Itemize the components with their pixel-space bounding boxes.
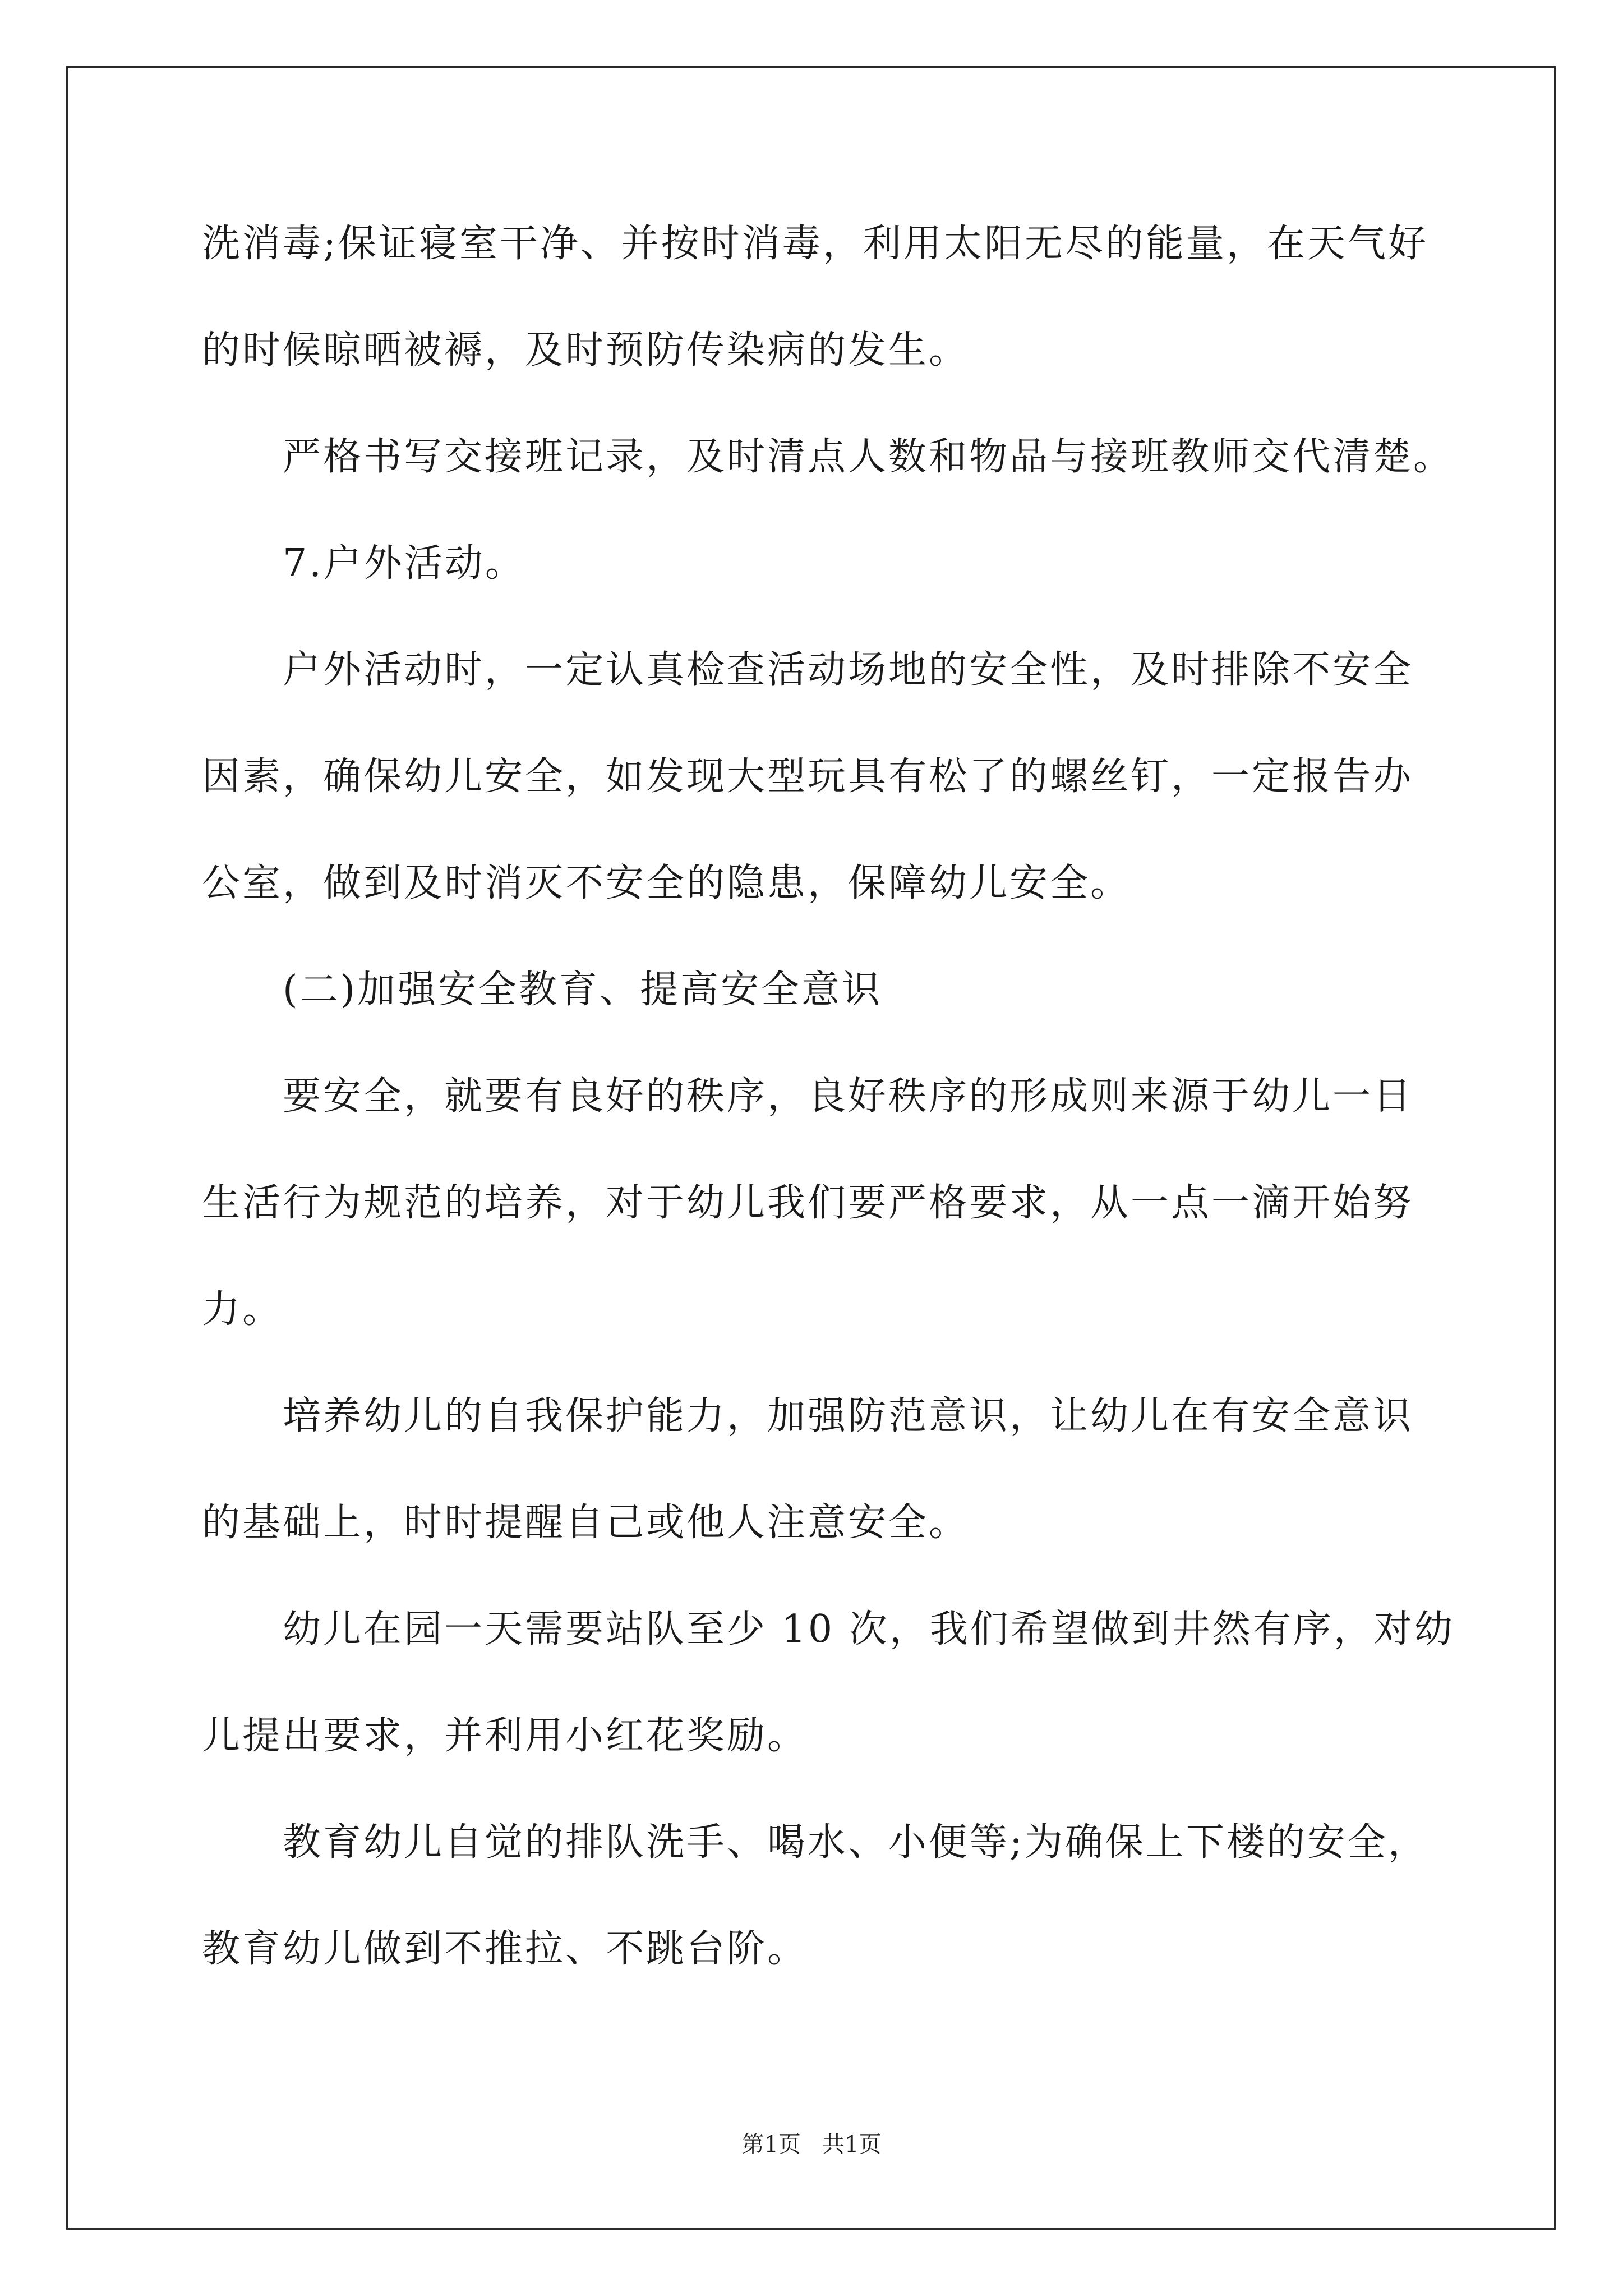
paragraph-line: 的基础上，时时提醒自己或他人注意安全。 [202, 1501, 970, 1545]
paragraph-line: 严格书写交接班记录，及时清点人数和物品与接班教师交代清楚。 [283, 435, 1454, 479]
section-heading: 7.户外活动。 [283, 541, 525, 586]
paragraph-line: 的时候晾晒被褥，及时预防传染病的发生。 [202, 328, 970, 372]
paragraph-line: 培养幼儿的自我保护能力，加强防范意识，让幼儿在有安全意识 [283, 1394, 1414, 1438]
page-border [66, 66, 1556, 2230]
paragraph-line: 儿提出要求，并利用小红花奖励。 [202, 1714, 808, 1758]
paragraph-line: 教育幼儿自觉的排队洗手、喝水、小便等;为确保上下楼的安全， [283, 1820, 1428, 1865]
paragraph-line: 洗消毒;保证寝室干净、并按时消毒，利用太阳无尽的能量，在天气好 [202, 222, 1428, 266]
paragraph-line: 力。 [202, 1287, 283, 1332]
paragraph-line: 因素，确保幼儿安全，如发现大型玩具有松了的螺丝钉，一定报告办 [202, 754, 1414, 799]
paragraph-line: 教育幼儿做到不推拉、不跳台阶。 [202, 1927, 808, 1971]
page-number-footer: 第1页 共1页 [741, 2132, 882, 2157]
paragraph-line: 公室，做到及时消灭不安全的隐患，保障幼儿安全。 [202, 861, 1131, 905]
paragraph-line: 生活行为规范的培养，对于幼儿我们要严格要求，从一点一滴开始努 [202, 1181, 1414, 1225]
section-heading: (二)加强安全教育、提高安全意识 [283, 968, 883, 1012]
paragraph-line: 要安全，就要有良好的秩序，良好秩序的形成则来源于幼儿一日 [283, 1074, 1414, 1119]
paragraph-line: 幼儿在园一天需要站队至少 10 次，我们希望做到井然有序，对幼 [283, 1607, 1455, 1651]
paragraph-line: 户外活动时，一定认真检查活动场地的安全性，及时排除不安全 [283, 648, 1414, 692]
